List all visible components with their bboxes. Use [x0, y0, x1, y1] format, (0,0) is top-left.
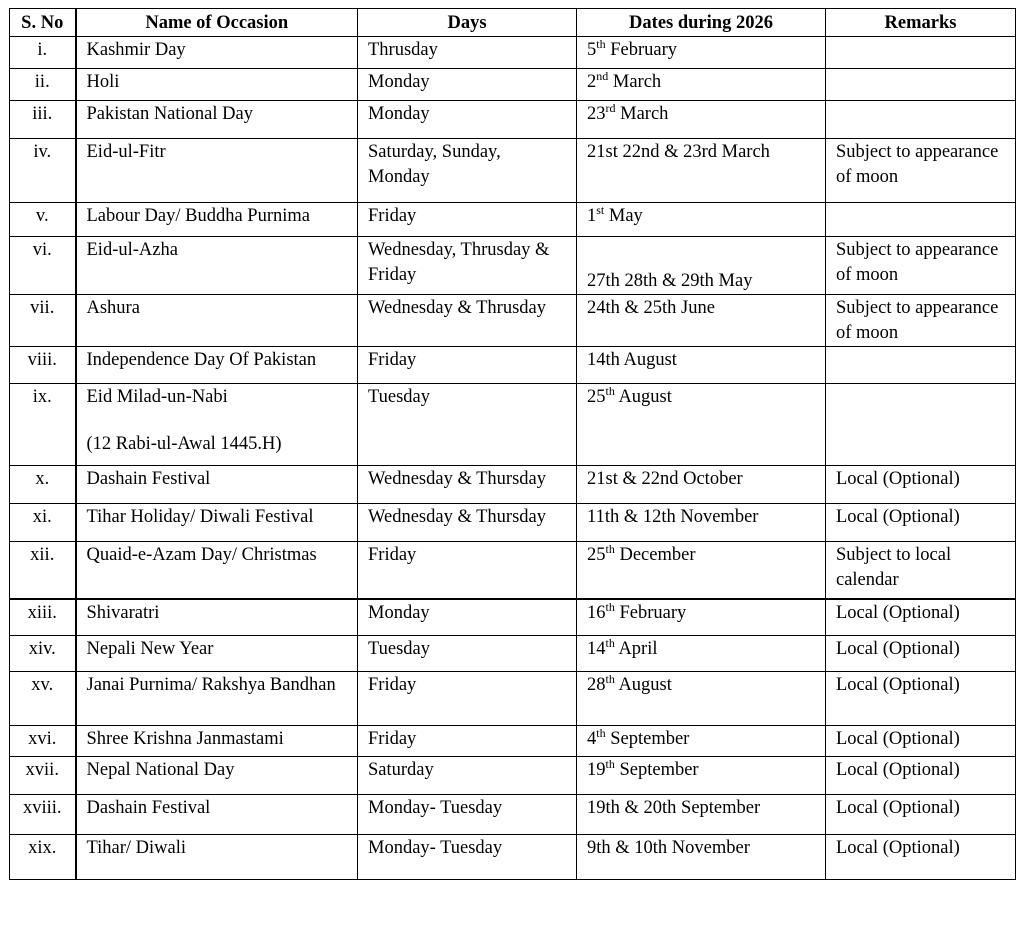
row-sno: ix. — [10, 384, 76, 466]
row-remarks: Local (Optional) — [826, 672, 1016, 726]
row-date: 27th 28th & 29th May — [577, 237, 826, 295]
row-date: 14th April — [577, 636, 826, 672]
row-sno: iii. — [10, 101, 76, 139]
row-days: Wednesday & Thrusday — [358, 295, 577, 347]
row-days: Friday — [358, 726, 577, 757]
row-sno: ii. — [10, 69, 76, 101]
row-occasion: Kashmir Day — [76, 37, 358, 69]
row-date: 23rd March — [577, 101, 826, 139]
row-remarks: Local (Optional) — [826, 757, 1016, 795]
row-sno: iv. — [10, 139, 76, 203]
row-sno: xviii. — [10, 795, 76, 835]
table-row — [10, 542, 1016, 599]
row-remarks — [826, 347, 1016, 384]
row-remarks — [826, 69, 1016, 101]
table-row — [10, 599, 1016, 636]
table-row — [10, 295, 1016, 347]
row-sno: xv. — [10, 672, 76, 726]
table-row — [10, 69, 1016, 101]
table-row — [10, 672, 1016, 726]
row-days: Wednesday, Thrusday & Friday — [358, 237, 577, 295]
row-days: Wednesday & Thursday — [358, 466, 577, 504]
row-occasion: Nepali New Year — [76, 636, 358, 672]
row-date: 28th August — [577, 672, 826, 726]
row-occasion: Tihar/ Diwali — [76, 835, 358, 880]
row-sno: xvii. — [10, 757, 76, 795]
row-occasion: Labour Day/ Buddha Purnima — [76, 203, 358, 237]
header-remarks: Remarks — [826, 9, 1016, 37]
row-date: 5th February — [577, 37, 826, 69]
row-date: 4th September — [577, 726, 826, 757]
row-sno: v. — [10, 203, 76, 237]
row-sno: i. — [10, 37, 76, 69]
row-occasion: Quaid-e-Azam Day/ Christmas — [76, 542, 358, 599]
row-date: 19th & 20th September — [577, 795, 826, 835]
row-occasion: Holi — [76, 69, 358, 101]
header-row — [10, 9, 1016, 37]
row-date: 1st May — [577, 203, 826, 237]
row-days: Monday- Tuesday — [358, 835, 577, 880]
table-row — [10, 37, 1016, 69]
table-row — [10, 795, 1016, 835]
row-days: Tuesday — [358, 636, 577, 672]
row-occasion: Shree Krishna Janmastami — [76, 726, 358, 757]
row-sno: xiv. — [10, 636, 76, 672]
row-days: Friday — [358, 347, 577, 384]
row-occasion: Eid-ul-Fitr — [76, 139, 358, 203]
row-remarks: Local (Optional) — [826, 835, 1016, 880]
row-remarks: Local (Optional) — [826, 504, 1016, 542]
row-sno: xiii. — [10, 599, 76, 636]
row-days: Monday — [358, 69, 577, 101]
table-row — [10, 504, 1016, 542]
table-row — [10, 384, 1016, 466]
row-occasion: Eid-ul-Azha — [76, 237, 358, 295]
table-row — [10, 757, 1016, 795]
table-row — [10, 726, 1016, 757]
row-date: 25th August — [577, 384, 826, 466]
table-row — [10, 237, 1016, 295]
table-row — [10, 101, 1016, 139]
row-date: 25th December — [577, 542, 826, 599]
row-occasion: Tihar Holiday/ Diwali Festival — [76, 504, 358, 542]
row-remarks: Local (Optional) — [826, 636, 1016, 672]
row-sno: xi. — [10, 504, 76, 542]
header-occasion: Name of Occasion — [76, 9, 358, 37]
row-days: Friday — [358, 542, 577, 599]
row-date: 19th September — [577, 757, 826, 795]
row-days: Tuesday — [358, 384, 577, 466]
row-remarks: Local (Optional) — [826, 795, 1016, 835]
row-remarks: Local (Optional) — [826, 599, 1016, 636]
row-sno: vii. — [10, 295, 76, 347]
row-remarks: Local (Optional) — [826, 466, 1016, 504]
row-remarks: Subject to appearance of moon — [826, 295, 1016, 347]
row-remarks: Subject to appearance of moon — [826, 139, 1016, 203]
row-days: Wednesday & Thursday — [358, 504, 577, 542]
row-days: Thrusday — [358, 37, 577, 69]
row-remarks — [826, 101, 1016, 139]
header-dates: Dates during 2026 — [577, 9, 826, 37]
row-occasion: Dashain Festival — [76, 466, 358, 504]
row-sno: xix. — [10, 835, 76, 880]
row-occasion: Shivaratri — [76, 599, 358, 636]
occasion-note: (12 Rabi-ul-Awal 1445.H) — [86, 434, 282, 454]
row-days: Monday- Tuesday — [358, 795, 577, 835]
row-remarks: Subject to local calendar — [826, 542, 1016, 599]
row-sno: x. — [10, 466, 76, 504]
table-row — [10, 203, 1016, 237]
row-date: 16th February — [577, 599, 826, 636]
row-days: Monday — [358, 599, 577, 636]
row-occasion: Independence Day Of Pakistan — [76, 347, 358, 384]
holidays-body — [10, 37, 1016, 880]
table-row — [10, 347, 1016, 384]
row-remarks: Subject to appearance of moon — [826, 237, 1016, 295]
row-date: 21st & 22nd October — [577, 466, 826, 504]
table-row — [10, 835, 1016, 880]
row-occasion: Pakistan National Day — [76, 101, 358, 139]
table-row — [10, 466, 1016, 504]
row-sno: xii. — [10, 542, 76, 599]
header-sno: S. No — [10, 9, 76, 37]
holidays-table — [9, 8, 1016, 880]
row-occasion: Nepal National Day — [76, 757, 358, 795]
row-remarks — [826, 384, 1016, 466]
row-sno: vi. — [10, 237, 76, 295]
row-occasion: Eid Milad-un-Nabi (12 Rabi-ul-Awal 1445.H) — [76, 384, 358, 466]
row-date: 2nd March — [577, 69, 826, 101]
header-days: Days — [358, 9, 577, 37]
row-remarks — [826, 37, 1016, 69]
row-sno: viii. — [10, 347, 76, 384]
table-row — [10, 636, 1016, 672]
row-remarks: Local (Optional) — [826, 726, 1016, 757]
row-date: 14th August — [577, 347, 826, 384]
row-sno: xvi. — [10, 726, 76, 757]
row-date: 21st 22nd & 23rd March — [577, 139, 826, 203]
row-occasion: Janai Purnima/ Rakshya Bandhan — [76, 672, 358, 726]
row-date: 24th & 25th June — [577, 295, 826, 347]
row-date: 11th & 12th November — [577, 504, 826, 542]
row-occasion: Dashain Festival — [76, 795, 358, 835]
row-remarks — [826, 203, 1016, 237]
row-days: Friday — [358, 672, 577, 726]
row-days: Monday — [358, 101, 577, 139]
row-days: Friday — [358, 203, 577, 237]
row-date: 9th & 10th November — [577, 835, 826, 880]
row-days: Saturday, Sunday, Monday — [358, 139, 577, 203]
table-row — [10, 139, 1016, 203]
row-days: Saturday — [358, 757, 577, 795]
row-occasion: Ashura — [76, 295, 358, 347]
